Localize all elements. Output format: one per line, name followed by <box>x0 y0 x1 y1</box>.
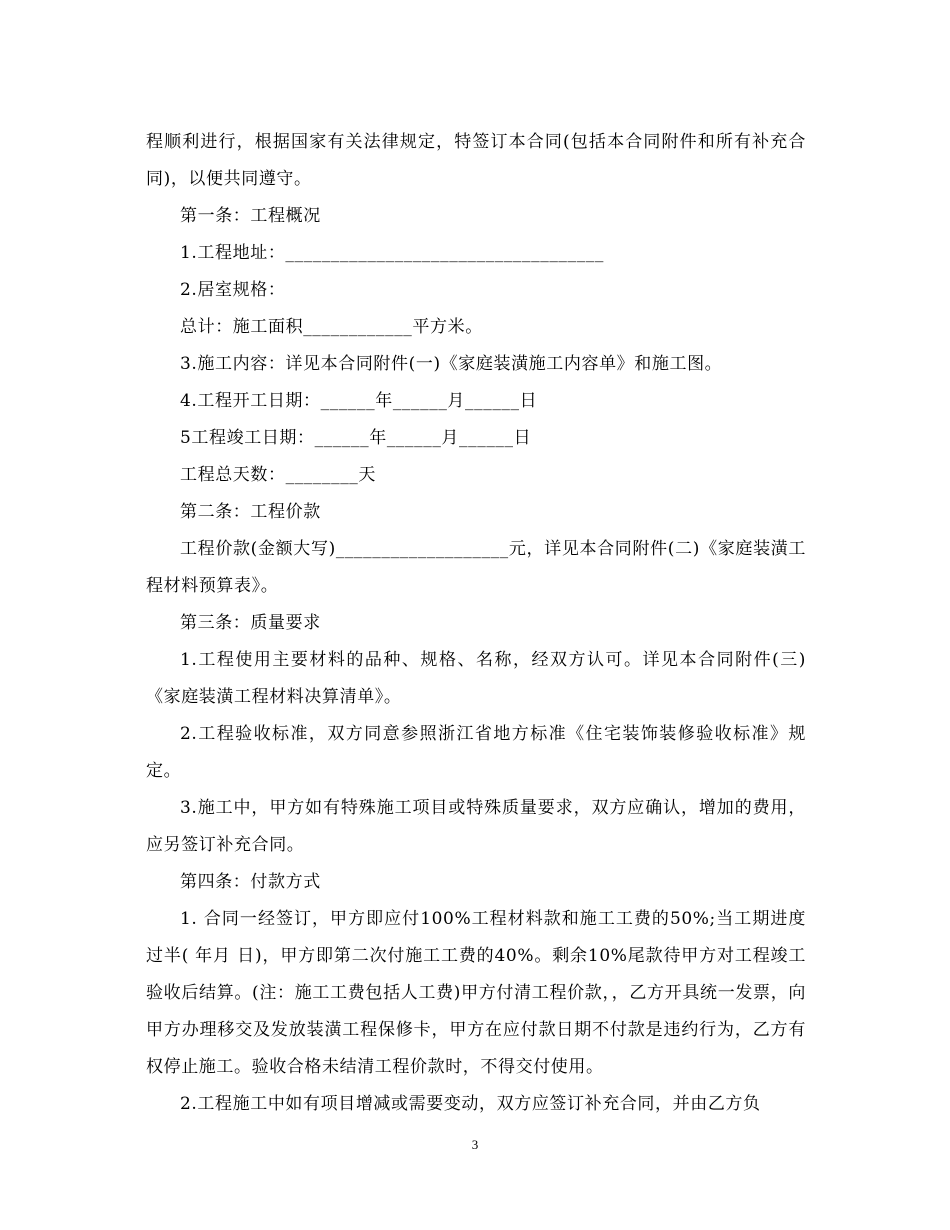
section-heading-1: 第一条：工程概况 <box>180 206 321 226</box>
total-area-line: 总计：施工面积____________平方米。 <box>180 317 483 337</box>
section-heading-2: 第二条：工程价款 <box>180 502 321 522</box>
quality-item-1: 1.工程使用主要材料的品种、规格、名称，经双方认可。详见本合同附件(三)《家庭装潢工程材料决算清单》。 <box>146 650 806 707</box>
quality-item-2: 2.工程验收标准，双方同意参照浙江省地方标准《住宅装饰装修验收标准》规定。 <box>146 724 806 781</box>
start-date-line: 4.工程开工日期：______年______月______日 <box>180 391 538 411</box>
quality-item-3: 3.施工中，甲方如有特殊施工项目或特殊质量要求，双方应确认，增加的费用，应另签订补充合同。 <box>146 798 806 855</box>
completion-date-line: 5工程竣工日期：______年______月______日 <box>180 428 532 448</box>
project-price-paragraph: 工程价款(金额大写)___________________元，详见本合同附件(二)《家庭装潢工程材料预算表》。 <box>146 539 806 596</box>
construction-content-line: 3.施工内容：详见本合同附件(一)《家庭装潢施工内容单》和施工图。 <box>180 354 723 374</box>
payment-item-2: 2.工程施工中如有项目增减或需要变动，双方应签订补充合同，并由乙方负 <box>180 1094 761 1114</box>
section-heading-3: 第三条：质量要求 <box>180 613 321 633</box>
section-heading-4: 第四条：付款方式 <box>180 872 321 892</box>
paragraph-intro-continued: 程顺利进行，根据国家有关法律规定，特签订本合同(包括本合同附件和所有补充合同)，以便共同遵守。 <box>146 132 806 189</box>
project-address-line: 1.工程地址：___________________________________ <box>180 243 604 263</box>
contract-body <box>146 124 806 1123</box>
payment-item-1: 1. 合同一经签订，甲方即应付100%工程材料款和施工工费的50%;当工期进度过半( 年月 日)，甲方即第二次付施工工费的40%。剩余10%尾款待甲方对工程竣工验收后结算。(注：施工工费包括人工费)甲方付清工程价款，，乙方开具统一发票，向甲方办理移交及发放装潢工程保修卡，甲方在应付款日期不付款是违约行为，乙方有权停止施工。验收合格未结清工程价款时，不得交付使用。 <box>146 909 806 1077</box>
page-number: 3 <box>471 1137 479 1152</box>
total-days-line: 工程总天数：________天 <box>180 465 376 485</box>
room-spec-line: 2.居室规格： <box>180 280 286 300</box>
